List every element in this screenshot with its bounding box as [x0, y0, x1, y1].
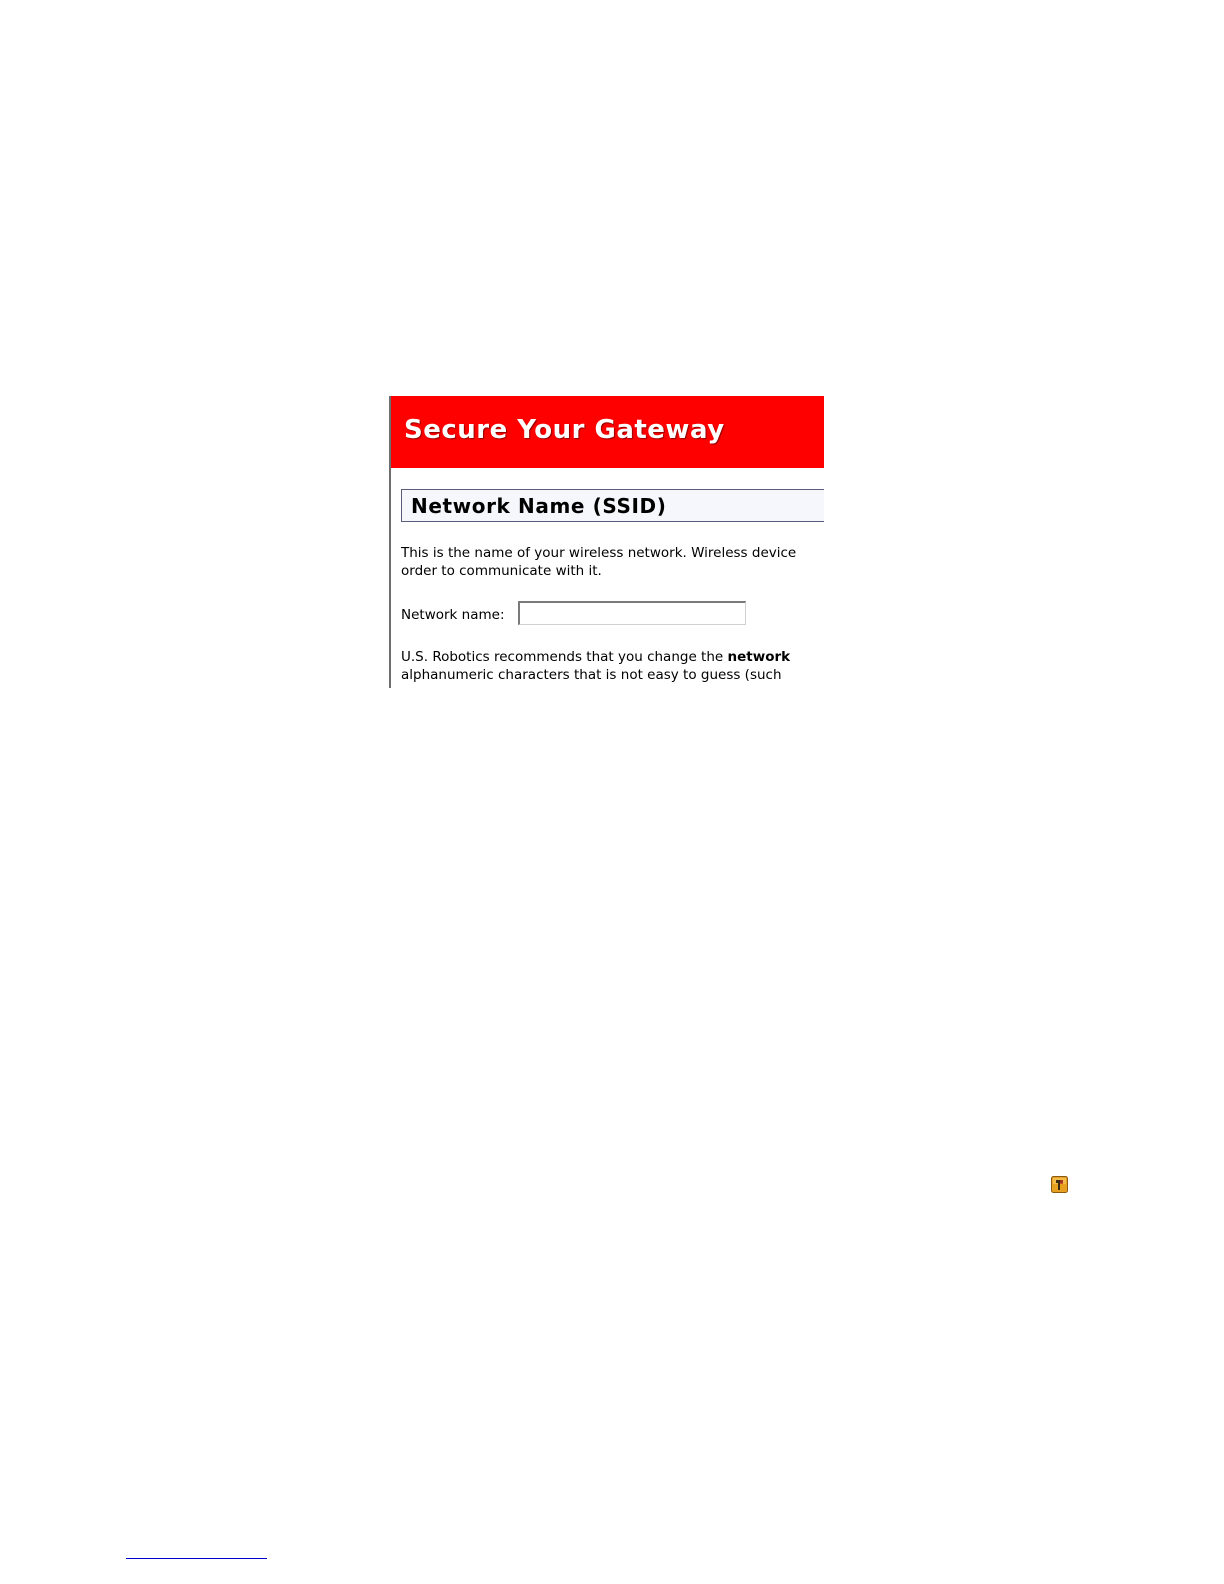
recommendation-prefix: U.S. Robotics recommends that you change the — [401, 649, 728, 665]
orange-tool-icon — [1051, 1176, 1068, 1193]
section-header — [401, 489, 824, 522]
section-title: Network Name (SSID) — [411, 494, 667, 518]
footnote-separator — [126, 1558, 267, 1559]
recommendation-text — [401, 648, 790, 684]
description-text — [401, 544, 796, 580]
network-name-input[interactable] — [518, 601, 746, 625]
recommendation-line: alphanumeric characters that is not easy to guess (such — [401, 667, 782, 683]
banner-title: Secure Your Gateway — [404, 415, 725, 445]
recommendation-line — [401, 648, 790, 666]
header-banner — [391, 396, 824, 468]
network-name-label: Network name: — [401, 607, 505, 623]
gateway-screenshot — [389, 396, 824, 688]
description-line: This is the name of your wireless network. Wireless device — [401, 545, 797, 561]
description-line: order to communicate with it. — [401, 563, 602, 579]
recommendation-emphasis: network — [727, 649, 791, 665]
